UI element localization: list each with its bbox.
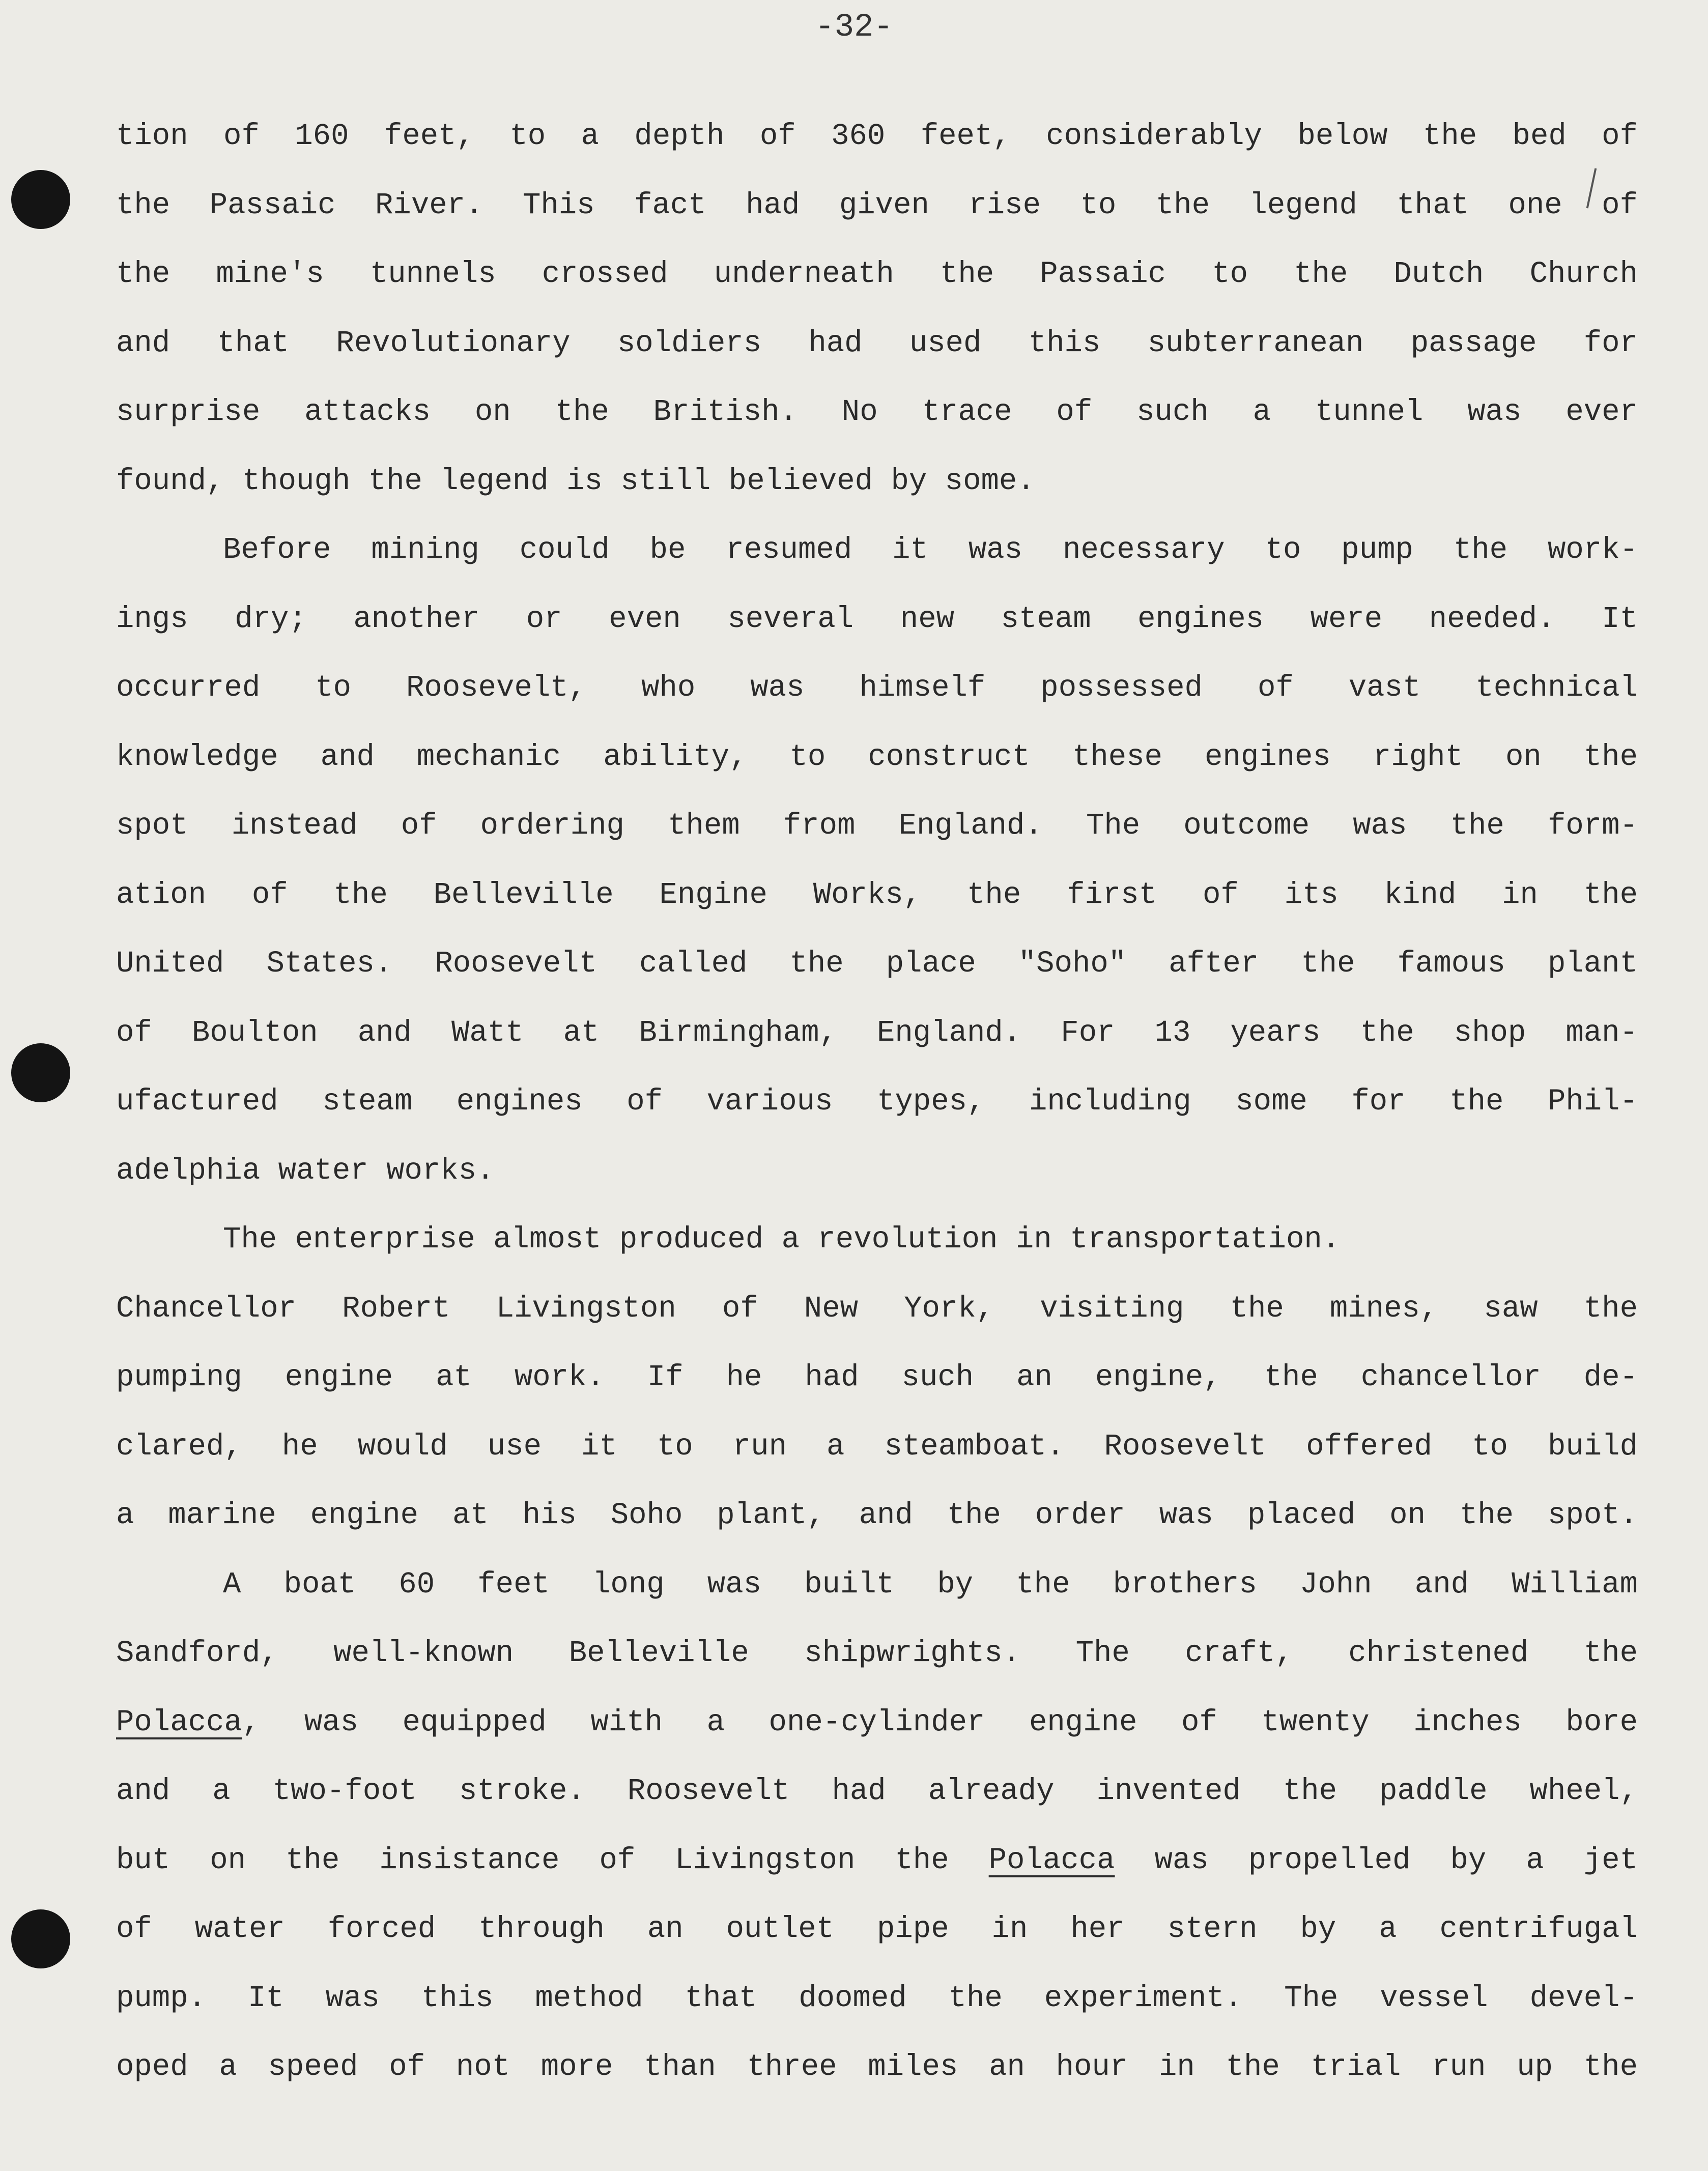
text-line: oped a speed of not more than three miles an hour in the trial run up the <box>116 2050 1638 2084</box>
text-line: pump. It was this method that doomed the experiment. The vessel devel- <box>116 1981 1638 2015</box>
punch-hole-middle <box>11 1043 70 1102</box>
text-line: The enterprise almost produced a revolution in transportation. <box>223 1222 1341 1256</box>
text-line: found, though the legend is still believed by some. <box>116 464 1035 498</box>
text-line: adelphia water works. <box>116 1153 495 1188</box>
text-line: ings dry; another or even several new steam engines were needed. It <box>116 602 1638 636</box>
punch-hole-bottom <box>11 1909 70 1968</box>
text-line <box>116 1826 1638 1895</box>
text-segment: but on the insistance of Livingston the <box>116 1843 989 1877</box>
text-line: Sandford, well-known Belleville shipwrights. The craft, christened the <box>116 1636 1638 1670</box>
text-segment: was propelled by a jet <box>1115 1843 1638 1877</box>
text-line <box>116 1688 1638 1757</box>
underlined-ship-name: Polacca <box>116 1705 242 1739</box>
text-line: occurred to Roosevelt, who was himself possessed of vast technical <box>116 671 1638 705</box>
typewritten-text <box>116 102 1638 2102</box>
text-line: ation of the Belleville Engine Works, the first of its kind in the <box>116 877 1638 912</box>
text-line: pumping engine at work. If he had such an engine, the chancellor de- <box>116 1360 1638 1394</box>
text-line: spot instead of ordering them from England. The outcome was the form- <box>116 809 1638 843</box>
text-line: Before mining could be resumed it was necessary to pump the work- <box>223 533 1638 567</box>
text-line: and a two-foot stroke. Roosevelt had already invented the paddle wheel, <box>116 1774 1638 1808</box>
text-line: tion of 160 feet, to a depth of 360 feet, considerably below the bed of <box>116 119 1638 153</box>
page-number: -32- <box>815 9 893 46</box>
text-line: and that Revolutionary soldiers had used this subterranean passage for <box>116 326 1638 360</box>
text-line: of Boulton and Watt at Birmingham, England. For 13 years the shop man- <box>116 1015 1638 1050</box>
text-line: of water forced through an outlet pipe in her stern by a centrifugal <box>116 1912 1638 1946</box>
punch-hole-top <box>11 170 70 229</box>
text-line: United States. Roosevelt called the place "Soho" after the famous plant <box>116 947 1638 981</box>
text-segment: , was equipped with a one-cylinder engine of twenty inches bore <box>242 1705 1638 1739</box>
text-line: the Passaic River. This fact had given rise to the legend that one of <box>116 188 1638 222</box>
text-line: surprise attacks on the British. No trace of such a tunnel was ever <box>116 395 1638 429</box>
underlined-ship-name: Polacca <box>988 1843 1115 1877</box>
text-line: clared, he would use it to run a steamboat. Roosevelt offered to build <box>116 1429 1638 1464</box>
text-line: ufactured steam engines of various types, including some for the Phil- <box>116 1084 1638 1119</box>
text-line: A boat 60 feet long was built by the brothers John and William <box>223 1567 1638 1602</box>
text-line: Chancellor Robert Livingston of New York, visiting the mines, saw the <box>116 1291 1638 1326</box>
text-line: the mine's tunnels crossed underneath the Passaic to the Dutch Church <box>116 257 1638 291</box>
text-line: a marine engine at his Soho plant, and the order was placed on the spot. <box>116 1498 1638 1532</box>
text-line: knowledge and mechanic ability, to construct these engines right on the <box>116 739 1638 774</box>
